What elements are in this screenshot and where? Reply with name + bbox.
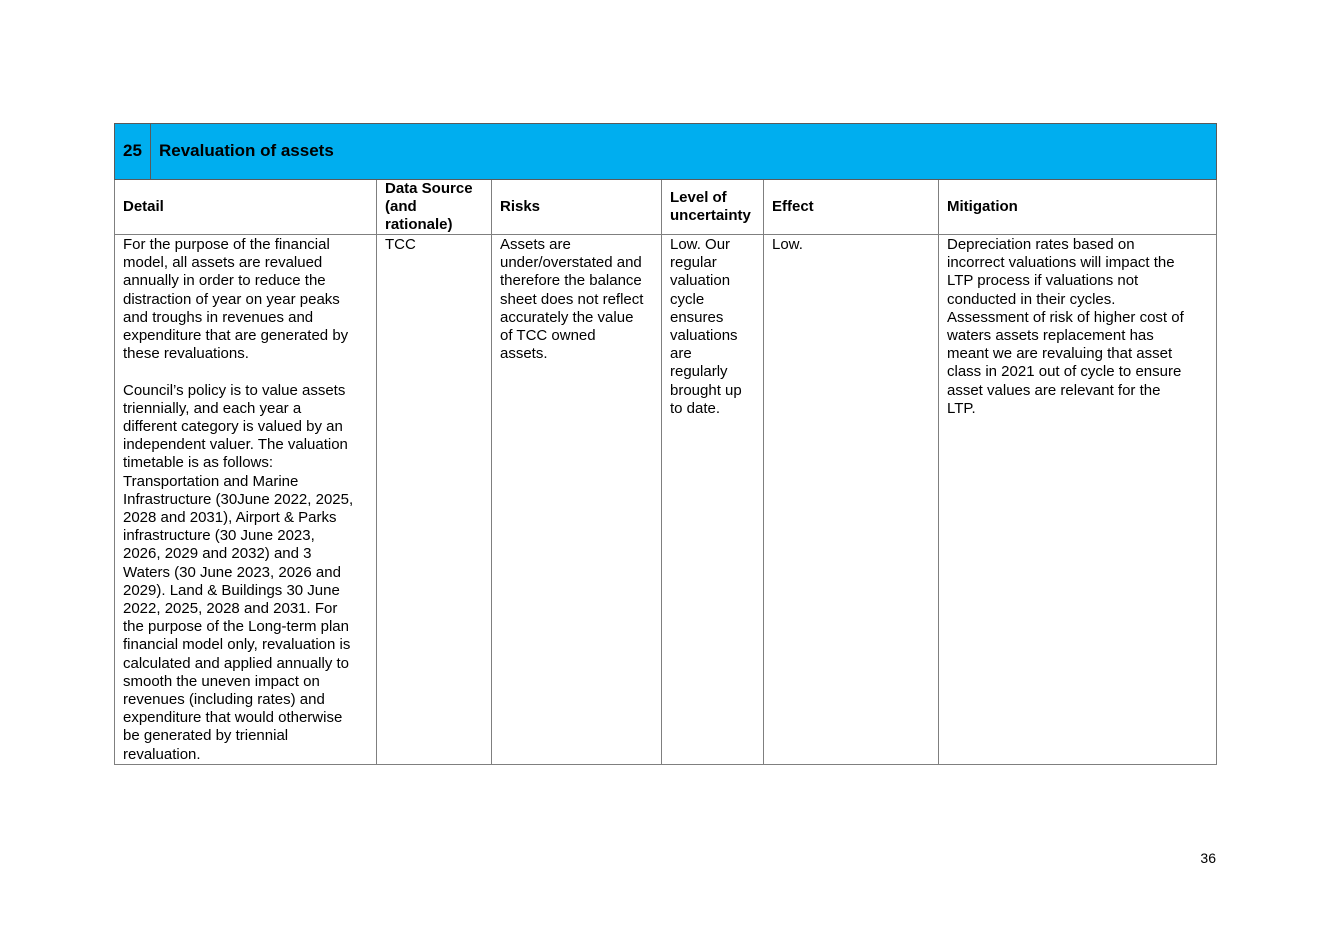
header-uncertainty: Level of uncertainty	[662, 180, 764, 235]
cell-detail: For the purpose of the financial model, all assets are revalued annually in order to reduce the distraction of year on year peaks and troughs in revenues and expenditure that are generated by these revaluations. Council’s policy is to value assets triennially, and each year a different category is valued by an independent valuer. The valuation timetable is as follows: Transportation and Marine Infrastructure (30June 2022, 2025, 2028 and 2031), Airport & Parks infrastructure (30 June 2023, 2026, 2029 and 2032) and 3 Waters (30 June 2023, 2026 and 2029). Land & Buildings 30 June 2022, 2025, 2028 and 2031. For the purpose of the Long-term plan financial model only, revaluation is calculated and applied annually to smooth the uneven impact on revenues (including rates) and expenditure that would otherwise be generated by triennial revaluation.	[115, 235, 377, 765]
table-row	[115, 235, 1217, 765]
page-number: 36	[1200, 850, 1216, 866]
cell-effect: Low.	[764, 235, 939, 765]
section-number: 25	[115, 124, 151, 180]
header-data-source: Data Source (and rationale)	[377, 180, 492, 235]
cell-mitigation: Depreciation rates based on incorrect valuations will impact the LTP process if valuations not conducted in their cycles. Assessment of risk of higher cost of waters assets replacement has meant we are revaluing that asset class in 2021 out of cycle to ensure asset values are relevant for the LTP.	[939, 235, 1217, 765]
header-row	[115, 180, 1217, 235]
cell-uncertainty: Low. Our regular valuation cycle ensures valuations are regularly brought up to date.	[662, 235, 764, 765]
cell-risks: Assets are under/overstated and therefore the balance sheet does not reflect accurately the value of TCC owned assets.	[492, 235, 662, 765]
header-mitigation: Mitigation	[939, 180, 1217, 235]
section-banner	[115, 124, 1217, 180]
header-detail: Detail	[115, 180, 377, 235]
section-title: Revaluation of assets	[151, 124, 1217, 180]
header-risks: Risks	[492, 180, 662, 235]
assumption-table	[114, 123, 1217, 765]
cell-data-source: TCC	[377, 235, 492, 765]
header-effect: Effect	[764, 180, 939, 235]
